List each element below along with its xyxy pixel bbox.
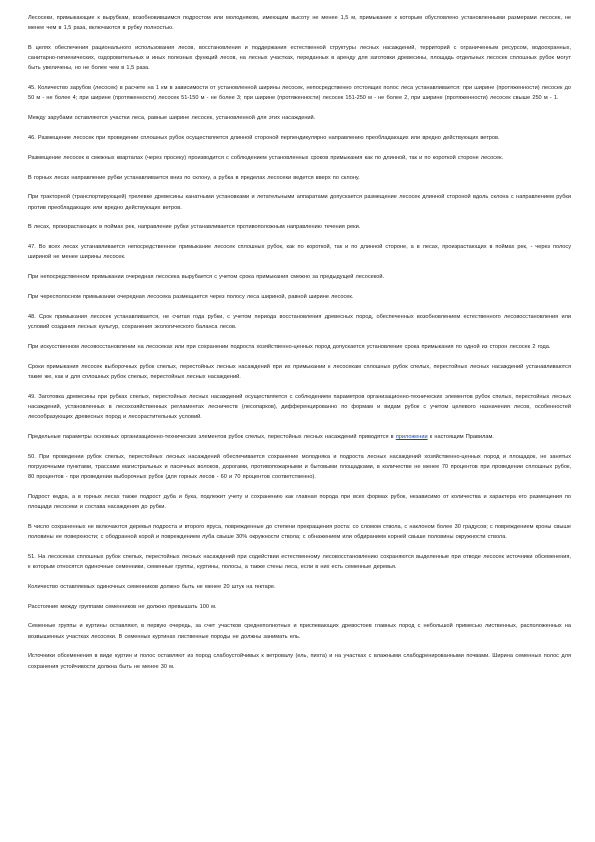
paragraph: 50. При проведении рубок спелых, перестойных лесных насаждений обеспечивается сохранение молодняка и подроста лесных насаждений хозяйственно-ценных пород и площадок, не занятых погрузочными пунктами, трассами магистральных и пасечных волоков, дорогами, противопожарными и бытовыми площадками, в количестве не менее 70 процентов при проведении сплошных рубок, 80 процентов - при проведении выборочных рубок (для горных лесов - 60 и 70 процентов соответственно). <box>28 453 571 480</box>
paragraph: 51. На лесосеках сплошных рубок спелых, перестойных лесных насаждений при содействии естественному лесовосстановлению сохраняются выделенные при отводе лесосек источники обсеменения, к которым относятся одиночные семенники, семенные группы, куртины, полосы, а также стены леса, если в них есть семенные деревья. <box>28 553 571 570</box>
paragraph: 49. Заготовка древесины при рубках спелых, перестойных лесных насаждений осуществляется с соблюдением параметров организационно-технических элементов рубок спелых, перестойных лесных насаждений, установленных в лесохозяйственных регламентах лесничеств (лесопарков), дифференцированно по формам и видам рубок с учетом целевого назначения лесов, особенностей лесообразующих древесных пород и лесорастительных условий. <box>28 393 571 420</box>
paragraph: При тракторной (транспортирующей) трелевке древесины канатными установками и летательными аппаратами допускается размещение лесосек длинной стороной вдоль склона с направлением рубки против преобладающих или вредно действующих ветров. <box>28 194 571 211</box>
paragraph-with-link <box>28 432 571 442</box>
paragraph: Семенные группы и куртины оставляют, в первую очередь, за счет участков среднеполнотных и приспевающих древостоев главных пород с небольшой примесью лиственных, расположенных на возвышенных участках лесосеки. В семенных куртинах лиственные породы не должны занимать ель. <box>28 623 571 640</box>
paragraph: Источники обсеменения в виде куртин и полос оставляют из пород слабоустойчивых к ветровалу (ель, пихта) и на участках с влажными слабодренированными почвами. Ширина семенных полос для сохранения устойчивости должна быть не менее 30 м. <box>28 653 571 670</box>
paragraph: Подрост кедра, а в горных лесах также подрост дуба и бука, подлежит учету и сохранению как главная порода при всех формах рубок, независимо от количества и характера его размещения по площади лесосеки и состава насаждения до рубки. <box>28 493 571 510</box>
paragraph: 47. Во всех лесах устанавливается непосредственное примыкание лесосек сплошных рубок, как по короткой, так и по длинной стороне, а в лесах, произрастающих в поймах рек, - через полосу шириной не менее ширины лесосек. <box>28 244 571 261</box>
paragraph: Между зарубами оставляются участки леса, равные ширине лесосек, установленной для этих насаждений. <box>28 115 316 122</box>
paragraph: В число сохраненных не включаются деревья подроста и второго яруса, поврежденные до степени прекращения роста: со сломом ствола, с наклоном более 30 градусов; с повреждением кроны свыше половины ее поверхности; с ободранной корой и повреждением луба свыше 30% окружности ствола; с обнажением или обдиранием корней свыше половины окружности ствола. <box>28 523 571 540</box>
paragraph: При искусственном лесовосстановлении на лесосеках или при сохранении подроста хозяйственно-ценных пород допускается установление срока примыкания по одной из сторон лесосек 2 года. <box>28 343 551 350</box>
paragraph: В лесах, произрастающих в поймах рек, направление рубки устанавливается противоположным направлению течения реки. <box>28 224 361 231</box>
paragraph: 45. Количество зарубов (лесосек) в расчете на 1 км в зависимости от установленной ширины лесосек, непосредственно отстоящих полос леса устанавливается: при ширине (протяженности) лесосек до 50 м - не более 4; при ширине (протяженности) лесосек 51-150 м - не более 3; при ширине (протяженности) лесосек 151-250 м - не более 2, при ширине (протяженности) лесосек свыше 250 м - 1. <box>28 85 571 102</box>
paragraph: 46. Размещение лесосек при проведении сплошных рубок осуществляется длинной стороной перпендикулярно направлению преобладающих или вредно действующих ветров. <box>28 135 500 141</box>
paragraph-text: Предельные параметры основных организационно-технических элементов рубок спелых, перестойных лесных насаждений приводятся в <box>28 433 396 440</box>
paragraph: В горных лесах направление рубки устанавливается вниз по склону, а рубка в пределах лесосеки ведется вверх по склону. <box>28 174 360 181</box>
paragraph: В целях обеспечения рационального использования лесов, восстановления и поддержания естественной структуры лесных насаждений, территорий с ограниченным ресурсом, водоохранных, санитарно-гигиенических, оздоровительных и иных полезных функций лесов, на лесных участках, переданных в аренду для заготовки древесины, площадь отдельных лесосек сплошных рубок могут быть увеличены, но не более чем в 1,5 раза. <box>28 45 571 72</box>
paragraph: Лесосеки, примыкающие к вырубкам, возобновившимся подростом или молодняком, имеющим высоту не менее 1,5 м, примыкание к которым обусловлено установленными размерами лесосек, не менее чем в 1,5 раза, включаются в рубку полностью. <box>28 15 571 32</box>
paragraph: 48. Срок примыкания лесосек устанавливается, не считая года рубки, с учетом периода восстановления древесных пород, обеспеченных возобновлением естественного лесовосстановления или условий создания лесных культур, сохранения экологического баланса лесов. <box>28 313 571 330</box>
paragraph: Количество оставляемых одиночных семенников должно быть не менее 20 штук на гектаре. <box>28 583 276 590</box>
appendix-link[interactable]: приложении <box>395 433 428 440</box>
paragraph: Размещение лесосек в смежных кварталах (через просеку) производится с соблюдением установленных сроков примыкания как по длинной, так и по короткой стороне лесосек. <box>28 154 504 161</box>
paragraph: При непосредственном примыкании очередная лесосека вырубается с учетом срока примыкания смежно за предыдущей лесосекой. <box>28 274 385 281</box>
paragraph: Расстояние между группами семенников не должно превышать 100 м. <box>28 603 217 610</box>
paragraph: При чересполосном примыкании очередная лесосека размещается через полосу леса шириной, равной ширине лесосек. <box>28 293 354 300</box>
paragraph: Сроки примыкания лесосек выборочных рубок спелых, перестойных лесных насаждений при их примыкании к лесосекам сплошных рубок спелых, перестойных лесных насаждений устанавливаются такие же, как и для сплошных рубок спелых, перестойных лесных насаждений. <box>28 363 571 380</box>
paragraph-text: к настоящим Правилам. <box>427 433 494 440</box>
